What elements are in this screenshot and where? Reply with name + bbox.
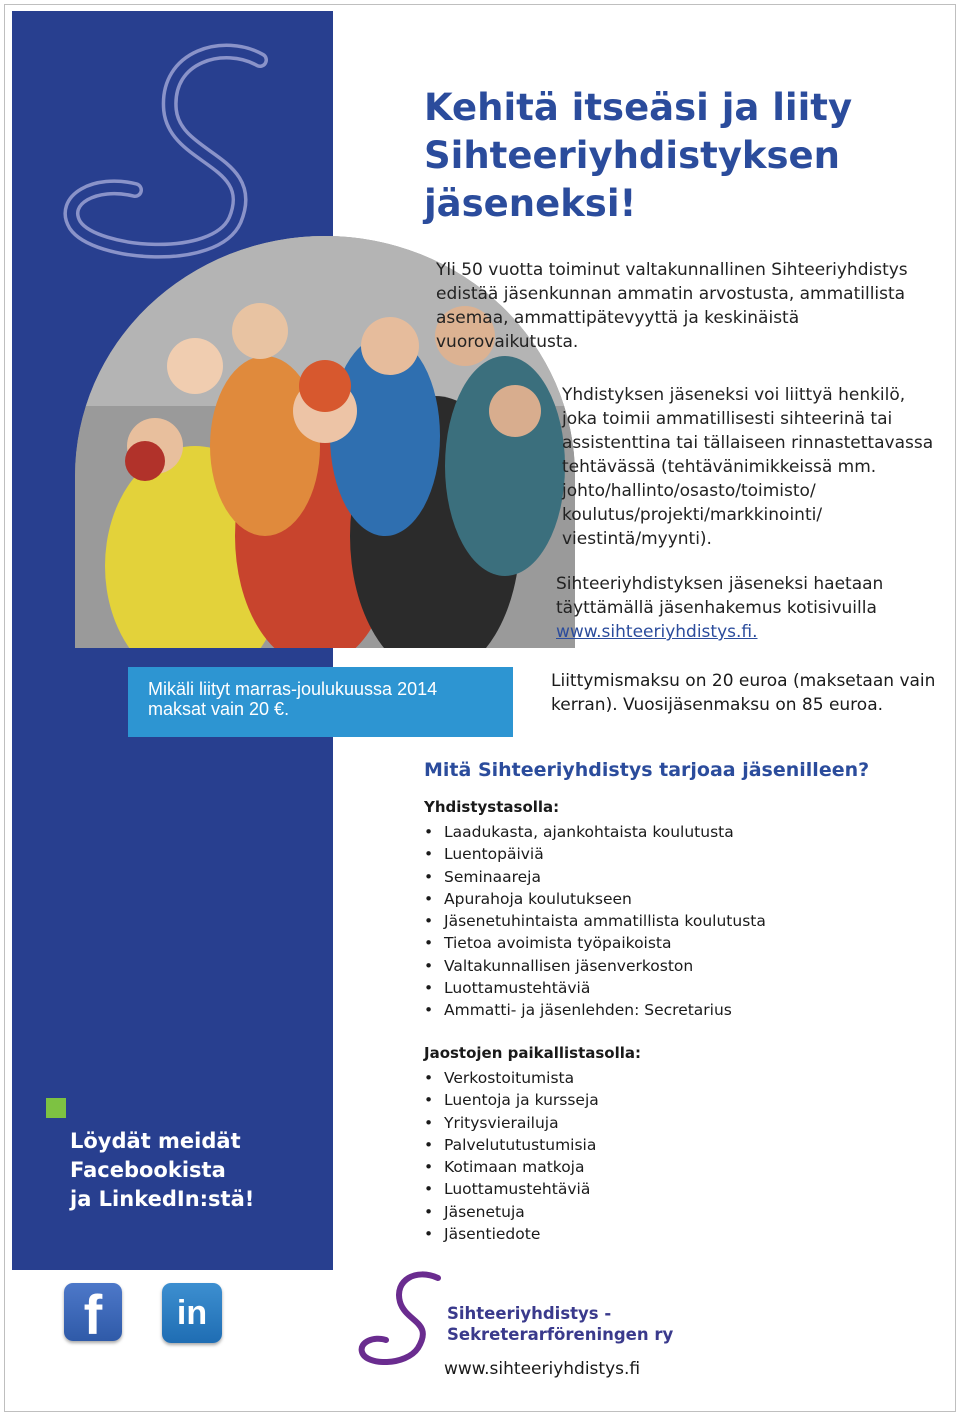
green-square-icon [46,1098,66,1118]
organization-url[interactable]: www.sihteeriyhdistys.fi [444,1359,641,1379]
list-item: • Luentopäiviä [424,843,904,865]
association-level-section [424,797,904,1022]
local-level-section [424,1043,904,1245]
page-title: Kehitä itseäsi ja liity Sihteeriyhdistyksen jäseneksi! [424,86,853,225]
list-item: • Tietoa avoimista työpaikoista [424,932,904,954]
local-level-title: Jaostojen paikallistasolla: [424,1044,642,1062]
list-item: • Jäsenetuhintaista ammatillista koulutusta [424,910,904,932]
apply-text: Sihteeriyhdistyksen jäseneksi haetaan täyttämällä jäsenhakemus kotisivuilla [556,574,884,618]
list-item: • Ammatti- ja jäsenlehden: Secretarius [424,999,904,1021]
apply-link[interactable]: www.sihteeriyhdistys.fi. [556,622,758,642]
list-item: • Luentoja ja kursseja [424,1089,904,1111]
offer-heading: Mitä Sihteeriyhdistys tarjoaa jäsenilleen? [424,759,870,781]
list-item: • Yritysvierailuja [424,1112,904,1134]
organization-s-logo-icon [356,1270,451,1370]
decorative-s-logo-icon [55,40,285,260]
association-level-list [424,821,904,1022]
linkedin-icon[interactable] [162,1283,222,1343]
facebook-icon[interactable] [64,1283,122,1346]
list-item: • Jäsenetuja [424,1201,904,1223]
social-callout: Löydät meidät Facebookista ja LinkedIn:stä! [70,1129,255,1211]
fees-paragraph: Liittymismaksu on 20 euroa (maksetaan vain kerran). Vuosijäsenmaksu on 85 euroa. [551,671,936,715]
list-item: • Palvelututustumisia [424,1134,904,1156]
linkedin-glyph: in [176,1294,208,1332]
list-item: • Luottamustehtäviä [424,977,904,999]
list-item: • Apurahoja koulutukseen [424,888,904,910]
list-item: • Kotimaan matkoja [424,1156,904,1178]
list-item: • Verkostoitumista [424,1067,904,1089]
eligibility-paragraph: Yhdistyksen jäseneksi voi liittyä henkilö, joka toimii ammatillisesti sihteerinä tai assistenttina tai tällaiseen rinnastettavassa tehtävässä (tehtävänimikkeissä mm. johto/hallinto/osasto/toimisto/ koulutus/projekti/markkinointi/ viestintä/myynti). [562,385,934,549]
promo-box: Mikäli liityt marras-joulukuussa 2014 maksat vain 20 €. [128,667,513,737]
organization-name: Sihteeriyhdistys - Sekreterarföreningen ry [447,1304,674,1344]
facebook-glyph: f [83,1283,103,1346]
list-item: • Jäsentiedote [424,1223,904,1245]
list-item: • Luottamustehtäviä [424,1178,904,1200]
list-item: • Valtakunnallisen jäsenverkoston [424,955,904,977]
intro-paragraph: Yli 50 vuotta toiminut valtakunnallinen Sihteeriyhdistys edistää jäsenkunnan ammatin arvostusta, ammatillista asemaa, ammattipätevyyttä ja keskinäistä vuorovaikutusta. [436,260,908,352]
list-item: • Laadukasta, ajankohtaista koulutusta [424,821,904,843]
association-level-title: Yhdistystasolla: [424,798,560,816]
apply-paragraph [556,572,946,644]
list-item: • Seminaareja [424,866,904,888]
local-level-list [424,1067,904,1245]
